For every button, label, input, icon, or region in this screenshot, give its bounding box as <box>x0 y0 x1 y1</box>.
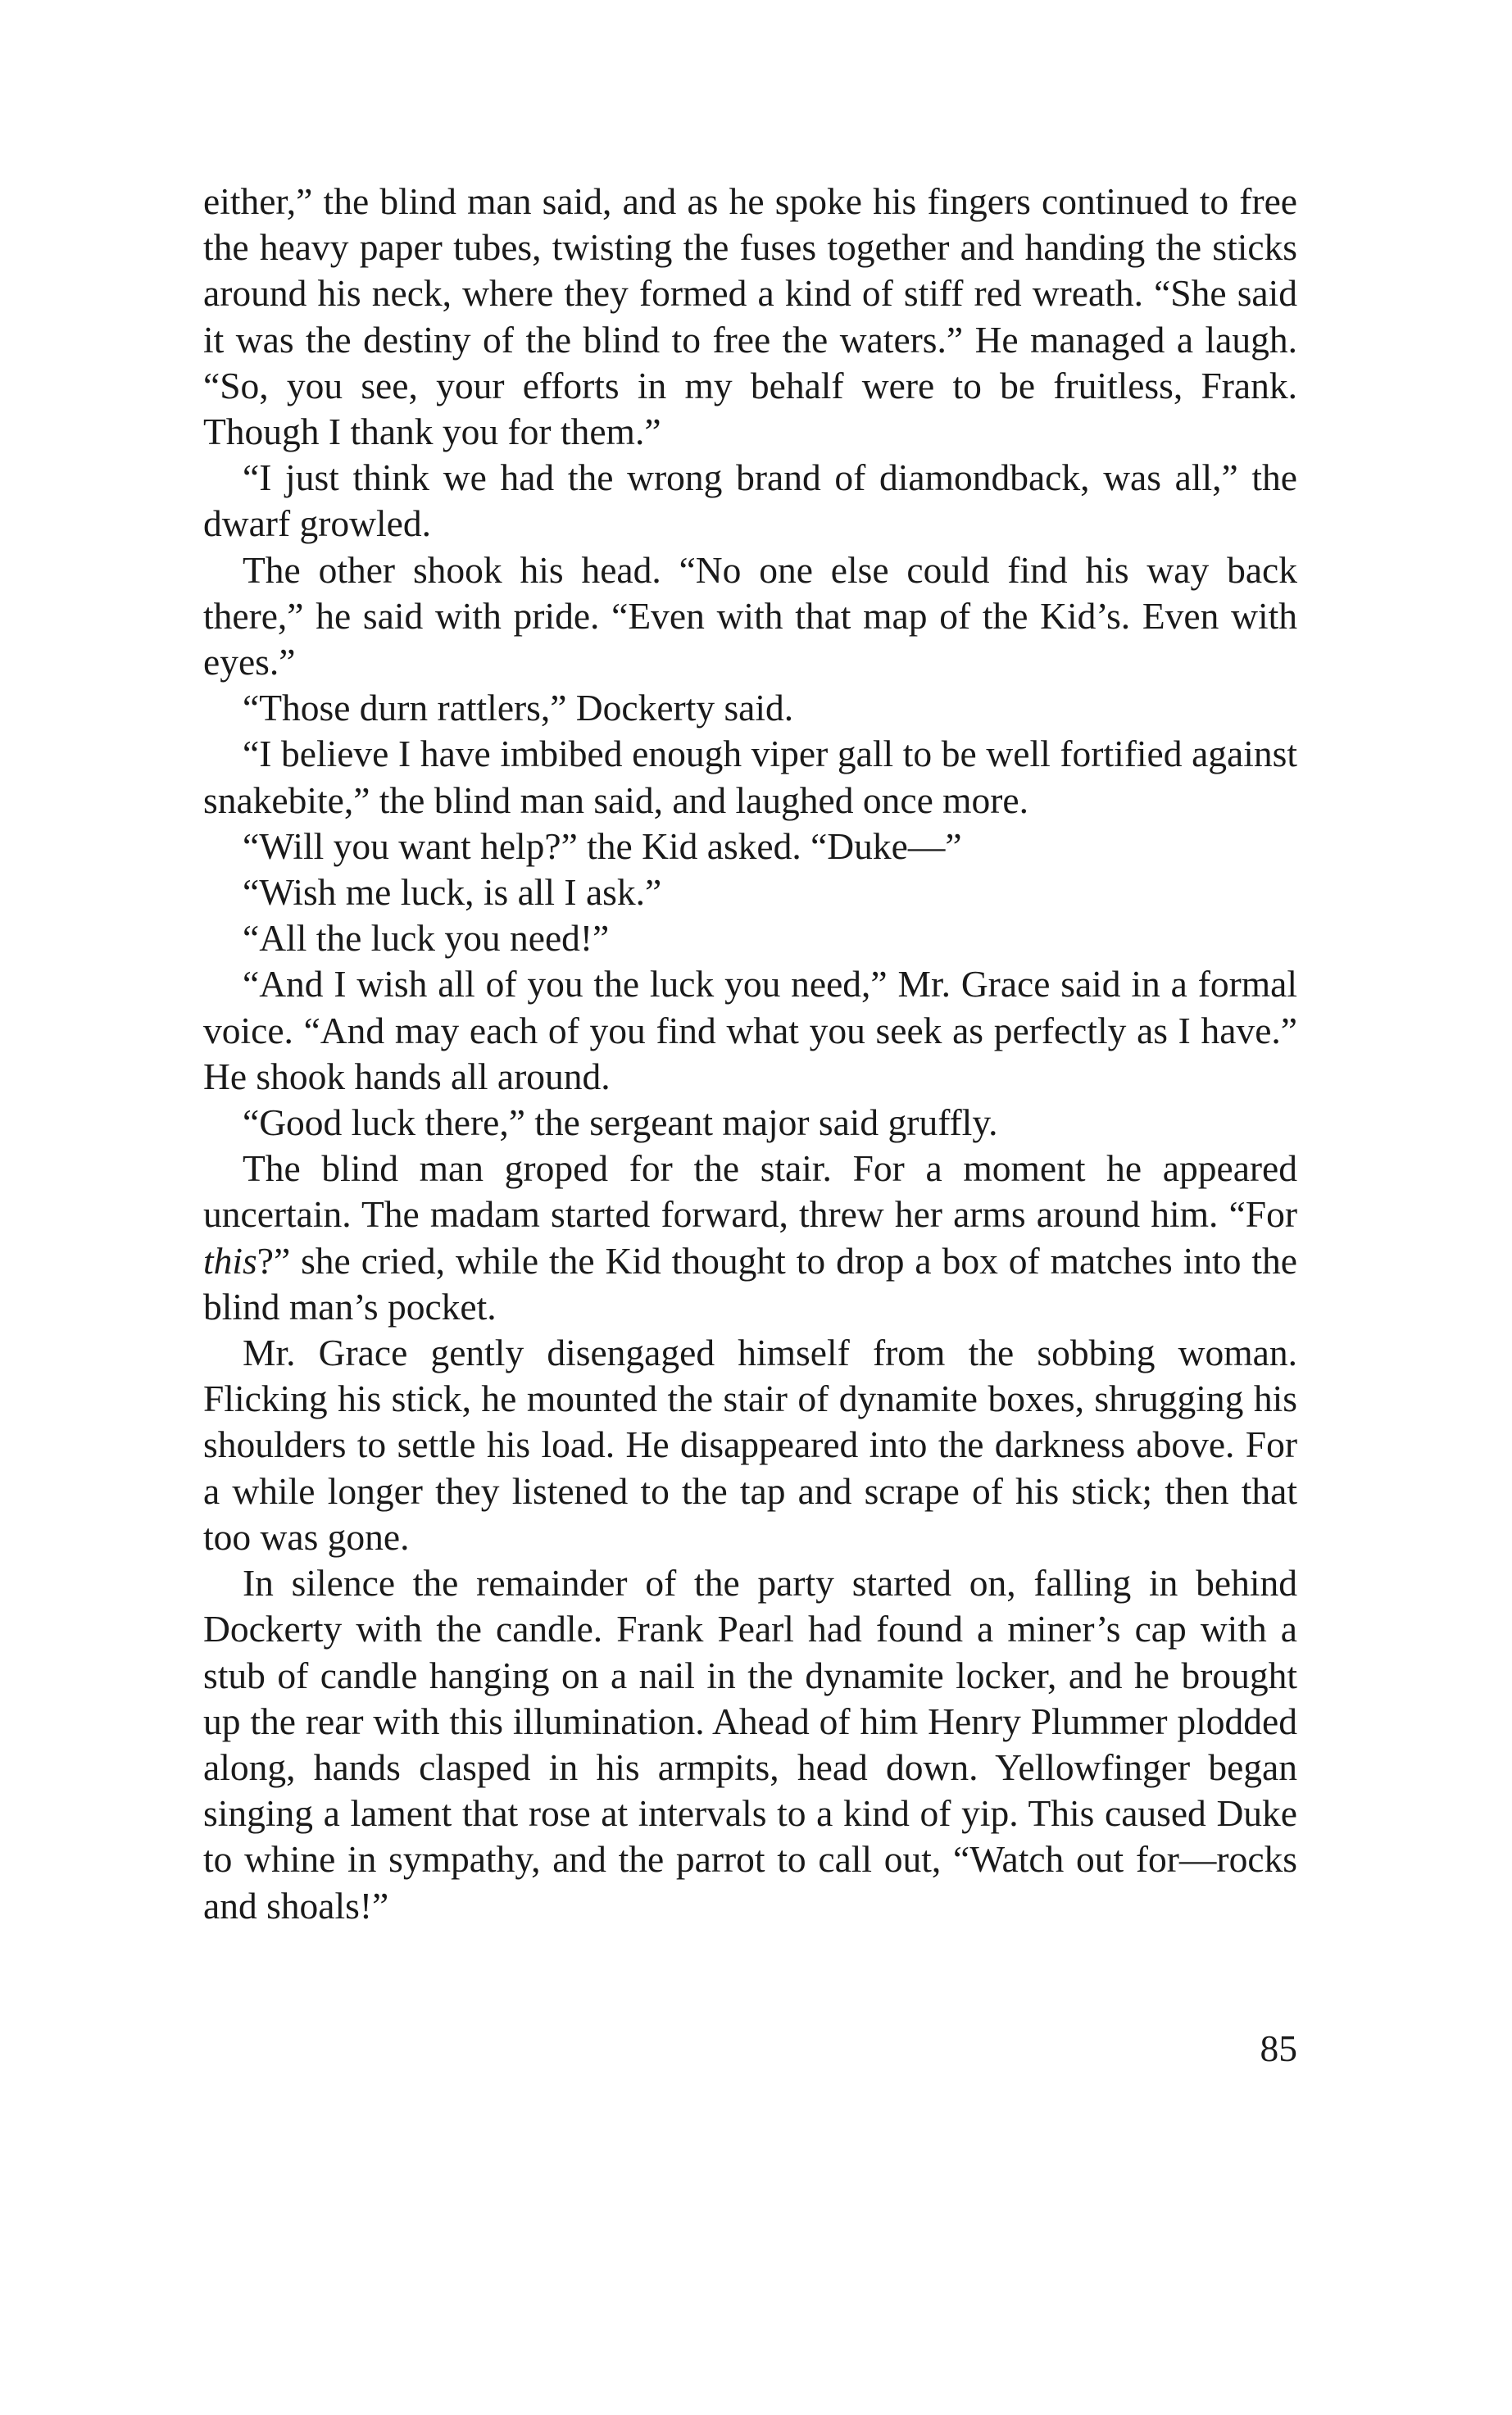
paragraph-11-after: ?” she cried, while the Kid thought to drop a box of matches into the blind man’s pocket. <box>203 1239 1297 1328</box>
page-number: 85 <box>1260 2027 1297 2069</box>
paragraph-4: “Those durn rattlers,” Dockerty said. <box>243 687 794 729</box>
paragraph-6: “Will you want help?” the Kid asked. “Duke—” <box>243 824 962 867</box>
paragraph-2: “I just think we had the wrong brand of diamondback, was all,” the dwarf growled. <box>203 456 1297 545</box>
paragraph-10: “Good luck there,” the sergeant major said gruffly. <box>243 1101 998 1144</box>
paragraph-8: “All the luck you need!” <box>243 917 610 960</box>
paragraph-11-italic: this <box>203 1239 257 1282</box>
paragraph-1: either,” the blind man said, and as he spoke his fingers continued to free the heavy paper tubes, twisting the fuses together and handing the sticks around his neck, where they formed a kind of stiff red wreath. “She said it was the destiny of the blind to free the waters.” He managed a laugh. “So, you see, your efforts in my behalf were to be fruitless, Frank. Though I thank you for them.” <box>203 180 1297 453</box>
paragraph-11-before: The blind man groped for the stair. For a moment he appeared uncertain. The madam started forward, threw her arms around him. “For <box>203 1147 1297 1236</box>
body-text <box>203 179 1297 1929</box>
paragraph-13: In silence the remainder of the party started on, falling in behind Dockerty with the candle. Frank Pearl had found a miner’s cap with a stub of candle hanging on a nail in the dynamite locker, and he brought up the rear with this illumination. Ahead of him Henry Plummer plodded along, hands clasped in his armpits, head down. Yellowfinger began singing a lament that rose at intervals to a kind of yip. This caused Duke to whine in sympathy, and the parrot to call out, “Watch out for—rocks and shoals!” <box>203 1562 1297 1927</box>
paragraph-5: “I believe I have imbibed enough viper gall to be well fortified against snakebite,” the blind man said, and laughed once more. <box>203 733 1297 821</box>
paragraph-7: “Wish me luck, is all I ask.” <box>243 871 662 914</box>
paragraph-9: “And I wish all of you the luck you need,” Mr. Grace said in a formal voice. “And may each of you find what you seek as perfectly as I have.” He shook hands all around. <box>203 963 1297 1097</box>
paragraph-11 <box>203 1146 1297 1330</box>
paragraph-3: The other shook his head. “No one else could find his way back there,” he said with pride. “Even with that map of the Kid’s. Even with eyes.” <box>203 548 1297 683</box>
paragraph-12: Mr. Grace gently disengaged himself from the sobbing woman. Flicking his stick, he mounted the stair of dynamite boxes, shrugging his shoulders to settle his load. He disappeared into the darkness above. For a while longer they listened to the tap and scrape of his stick; then that too was gone. <box>203 1332 1297 1558</box>
